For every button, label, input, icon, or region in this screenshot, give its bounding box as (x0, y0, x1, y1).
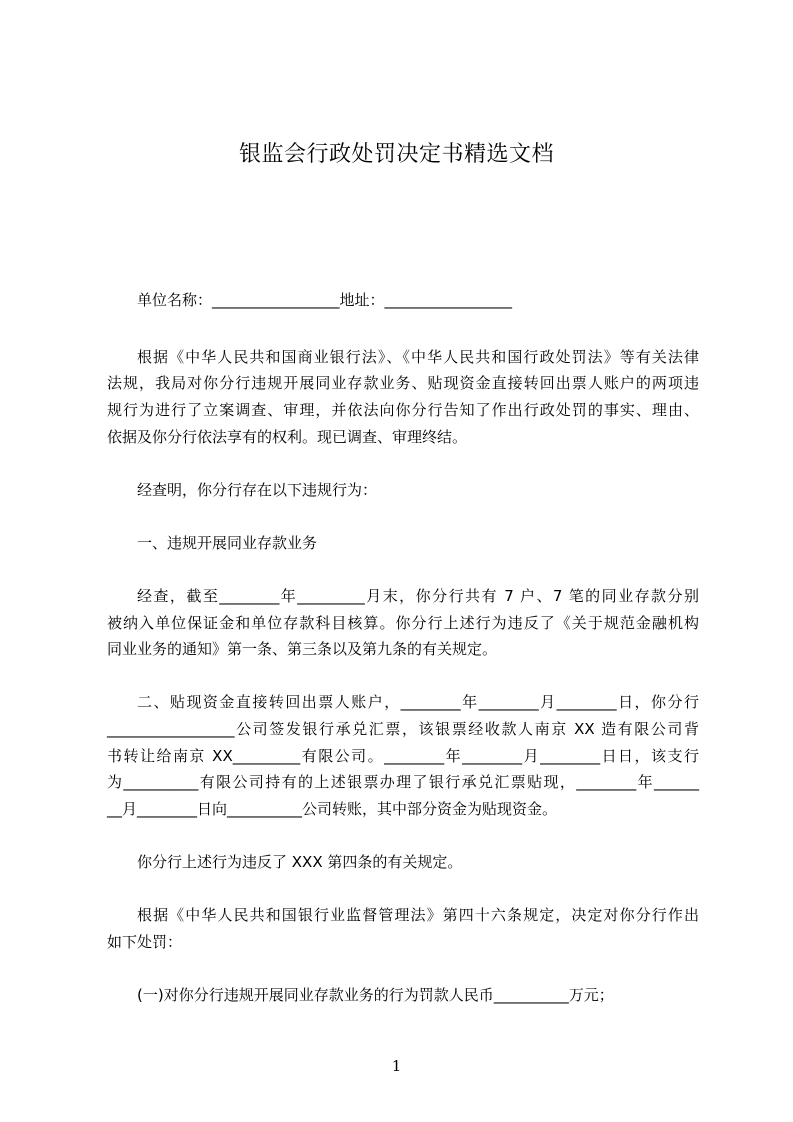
paragraph-3-line-4: 为__________有限公司持有的上述银票办理了银行承兑汇票贴现，________年______ (107, 773, 699, 791)
violation-statement: 你分行上述行为违反了 XXX 第四条的有关规定。 (137, 853, 463, 871)
document-title: 银监会行政处罚决定书精选文档 (238, 142, 554, 167)
paragraph-3-line-1: 二、贴现资金直接转回出票人账户，________年________月________日，你分行 (137, 693, 699, 711)
paragraph-4-line-2: 如下处罚： (107, 933, 183, 951)
paragraph-2-line-1: 经查，截至________年_________月末，你分行共有 7 户、7 笔的同业存款分别 (137, 587, 699, 605)
unit-address-line: 单位名称：_________________地址：_________________ (137, 291, 513, 309)
paragraph-2-line-3: 同业业务的通知》第一条、第三条以及第九条的有关规定。 (107, 640, 498, 658)
paragraph-1-line-2: 法规，我局对你分行违规开展同业存款业务、贴现资金直接转回出票人账户的两项违 (107, 374, 699, 392)
page-number: 1 (391, 1057, 402, 1075)
findings-intro: 经查明，你分行存在以下违规行为： (137, 481, 378, 499)
paragraph-2-line-2: 被纳入单位保证金和单位存款科目核算。你分行上述行为违反了《关于规范金融机构 (107, 614, 699, 632)
paragraph-4-line-1: 根据《中华人民共和国银行业监督管理法》第四十六条规定，决定对你分行作出 (137, 906, 699, 924)
paragraph-3-line-5: __月________日向__________公司转账，其中部分资金为贴现资金。 (107, 800, 558, 818)
paragraph-3-line-3: 书转让给南京 XX_________有限公司。________年________月________日日，该支行 (107, 747, 699, 765)
section-1-heading: 一、违规开展同业存款业务 (137, 534, 318, 552)
paragraph-1-line-1: 根据《中华人民共和国商业银行法》、《中华人民共和国行政处罚法》等有关法律 (137, 348, 699, 366)
paragraph-1-line-4: 依据及你分行依法享有的权利。现已调查、审理终结。 (107, 428, 468, 446)
penalty-item-1: (一)对你分行违规开展同业存款业务的行为罚款人民币__________万元； (137, 986, 614, 1004)
paragraph-3-line-2: _________________公司签发银行承兑汇票，该银票经收款人南京 XX 造有限公司背 (107, 720, 699, 738)
paragraph-1-line-3: 规行为进行了立案调查、审理，并依法向你分行告知了作出行政处罚的事实、理由、 (107, 401, 699, 419)
